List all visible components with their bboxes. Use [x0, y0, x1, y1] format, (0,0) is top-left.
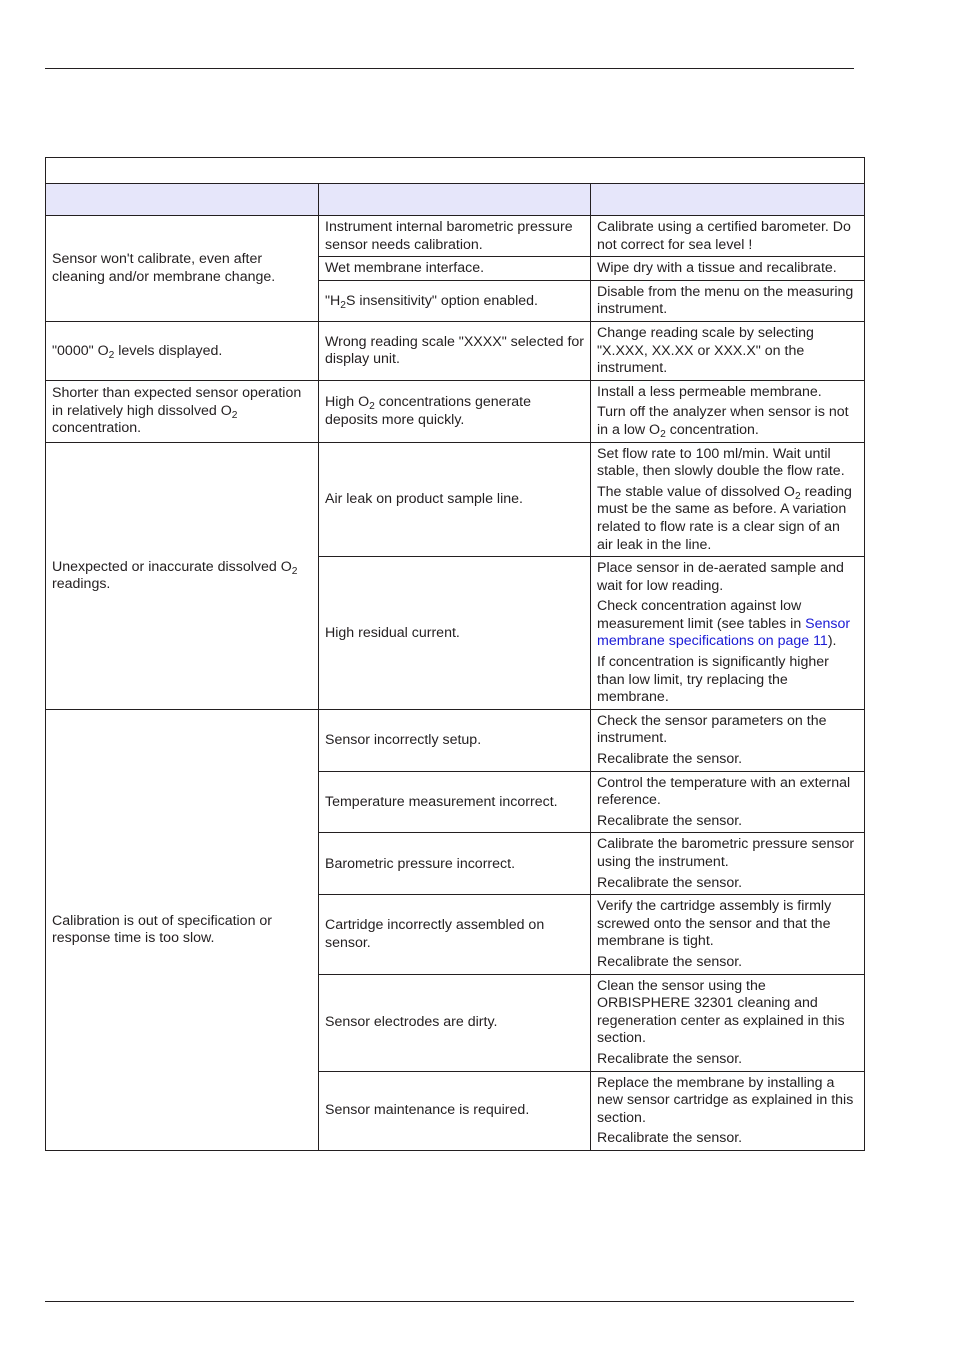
table-row — [46, 709, 865, 771]
solution-cell: Check the sensor parameters on the instrument. Recalibrate the sensor. — [591, 709, 865, 771]
table-caption-cell — [46, 158, 865, 184]
cause-cell: "$H_2S$ insensitivity" option enabled. — [319, 280, 591, 321]
solution-cell: Clean the sensor using the ORBISPHERE 32301 cleaning and regeneration center as explained in this section. Recalibrate the sensor. — [591, 974, 865, 1071]
table-header-row — [46, 184, 865, 216]
solution-cell: Calibrate the barometric pressure sensor using the instrument. Recalibrate the sensor. — [591, 833, 865, 895]
table-row — [46, 216, 865, 257]
solution-cell: Verify the cartridge assembly is firmly screwed onto the sensor and that the membrane is tight. Recalibrate the sensor. — [591, 895, 865, 974]
problem-cell: "0000" $O_2$ levels displayed. — [46, 321, 319, 380]
cause-cell: Cartridge incorrectly assembled on sensor. — [319, 895, 591, 974]
solution-cell: Control the temperature with an external reference. Recalibrate the sensor. — [591, 771, 865, 833]
cause-cell: Sensor electrodes are dirty. — [319, 974, 591, 1071]
cause-cell: Wet membrane interface. — [319, 257, 591, 281]
solution-cell: Set flow rate to 100 ml/min. Wait until stable, then slowly double the flow rate. The stable value of dissolved $O_2$ reading must be the same as before. A variation related to flow rate is a clear sign of an air leak in the line. — [591, 442, 865, 557]
problem-cell: Shorter than expected sensor operation in relatively high dissolved $O_2$ concentration. — [46, 380, 319, 442]
solution-cell: Install a less permeable membrane. Turn off the analyzer when sensor is not in a low $O_2$ concentration. — [591, 380, 865, 442]
solution-cell: Calibrate using a certified barometer. Do not correct for sea level ! — [591, 216, 865, 257]
cause-cell: Temperature measurement incorrect. — [319, 771, 591, 833]
header-cause — [319, 184, 591, 216]
solution-cell: Place sensor in de-aerated sample and wait for low reading. Check concentration against low measurement limit (see tables in Sensor membrane specifications on page 11). If concentration is significantly higher than low limit, try replacing the membrane. — [591, 557, 865, 710]
cause-cell: Wrong reading scale "XXXX" selected for display unit. — [319, 321, 591, 380]
table-row — [46, 380, 865, 442]
solution-cell: Disable from the menu on the measuring instrument. — [591, 280, 865, 321]
header-rule — [45, 68, 854, 69]
membrane-specs-link[interactable]: Sensor membrane specifications on page 11 — [597, 615, 851, 650]
table-row — [46, 442, 865, 557]
troubleshooting-table — [45, 157, 865, 1151]
cause-cell: High residual current. — [319, 557, 591, 710]
cause-cell: Barometric pressure incorrect. — [319, 833, 591, 895]
table-row — [46, 321, 865, 380]
cause-cell: High $O_2$ concentrations generate deposits more quickly. — [319, 380, 591, 442]
solution-cell: Change reading scale by selecting "X.XXX, XX.XX or XXX.X" on the instrument. — [591, 321, 865, 380]
footer-rule — [45, 1301, 854, 1302]
solution-cell: Replace the membrane by installing a new sensor cartridge as explained in this section. Recalibrate the sensor. — [591, 1071, 865, 1150]
cause-cell: Air leak on product sample line. — [319, 442, 591, 557]
table-caption-row — [46, 158, 865, 184]
problem-cell: Unexpected or inaccurate dissolved $O_2$ readings. — [46, 442, 319, 709]
cause-cell: Instrument internal barometric pressure sensor needs calibration. — [319, 216, 591, 257]
solution-cell: Wipe dry with a tissue and recalibrate. — [591, 257, 865, 281]
header-problem — [46, 184, 319, 216]
problem-cell: Calibration is out of specification or response time is too slow. — [46, 709, 319, 1150]
header-solution — [591, 184, 865, 216]
cause-cell: Sensor incorrectly setup. — [319, 709, 591, 771]
cause-cell: Sensor maintenance is required. — [319, 1071, 591, 1150]
problem-cell: Sensor won't calibrate, even after cleaning and/or membrane change. — [46, 216, 319, 322]
